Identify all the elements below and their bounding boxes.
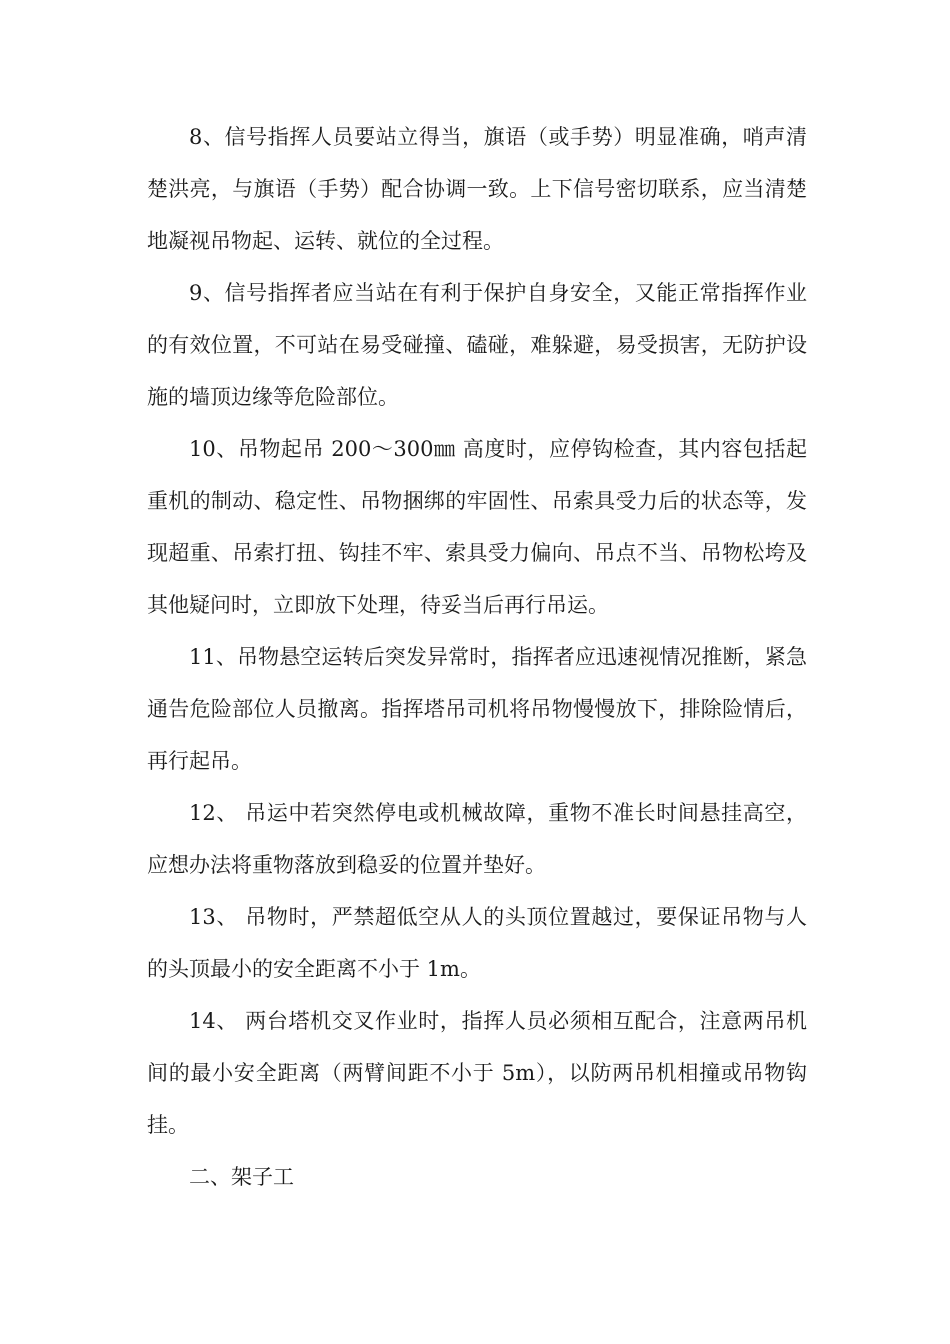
paragraph-item-12: 12、 吊运中若突然停电或机械故障，重物不准长时间悬挂高空，应想办法将重物落放到稳妥的位置并垫好。 — [147, 801, 807, 877]
paragraph-item-10: 10、吊物起吊 200～300㎜ 高度时，应停钩检查，其内容包括起重机的制动、稳定性、吊物捆绑的牢固性、吊索具受力后的状态等，发现超重、吊索打扭、钩挂不牢、索具受力偏向、吊点不当、吊物松垮及其他疑问时，立即放下处理，待妥当后再行吊运。 — [147, 437, 807, 617]
paragraph-item-14: 14、 两台塔机交叉作业时，指挥人员必须相互配合，注意两吊机间的最小安全距离（两臂间距不小于 5m），以防两吊机相撞或吊物钩挂。 — [147, 1009, 807, 1137]
document-body — [147, 111, 807, 1203]
paragraph-item-13: 13、 吊物时，严禁超低空从人的头顶位置越过，要保证吊物与人的头顶最小的安全距离不小于 1m。 — [147, 905, 807, 981]
paragraph-item-8: 8、信号指挥人员要站立得当，旗语（或手势）明显准确，哨声清楚洪亮，与旗语（手势）配合协调一致。上下信号密切联系，应当清楚地凝视吊物起、运转、就位的全过程。 — [147, 125, 807, 253]
paragraph-item-11: 11、吊物悬空运转后突发异常时，指挥者应迅速视情况推断，紧急通告危险部位人员撤离。指挥塔吊司机将吊物慢慢放下，排除险情后，再行起吊。 — [147, 645, 807, 773]
paragraph-item-9: 9、信号指挥者应当站在有利于保护自身安全，又能正常指挥作业的有效位置，不可站在易受碰撞、磕碰，难躲避，易受损害，无防护设施的墙顶边缘等危险部位。 — [147, 281, 807, 409]
section-heading: 二、架子工 — [189, 1165, 294, 1189]
